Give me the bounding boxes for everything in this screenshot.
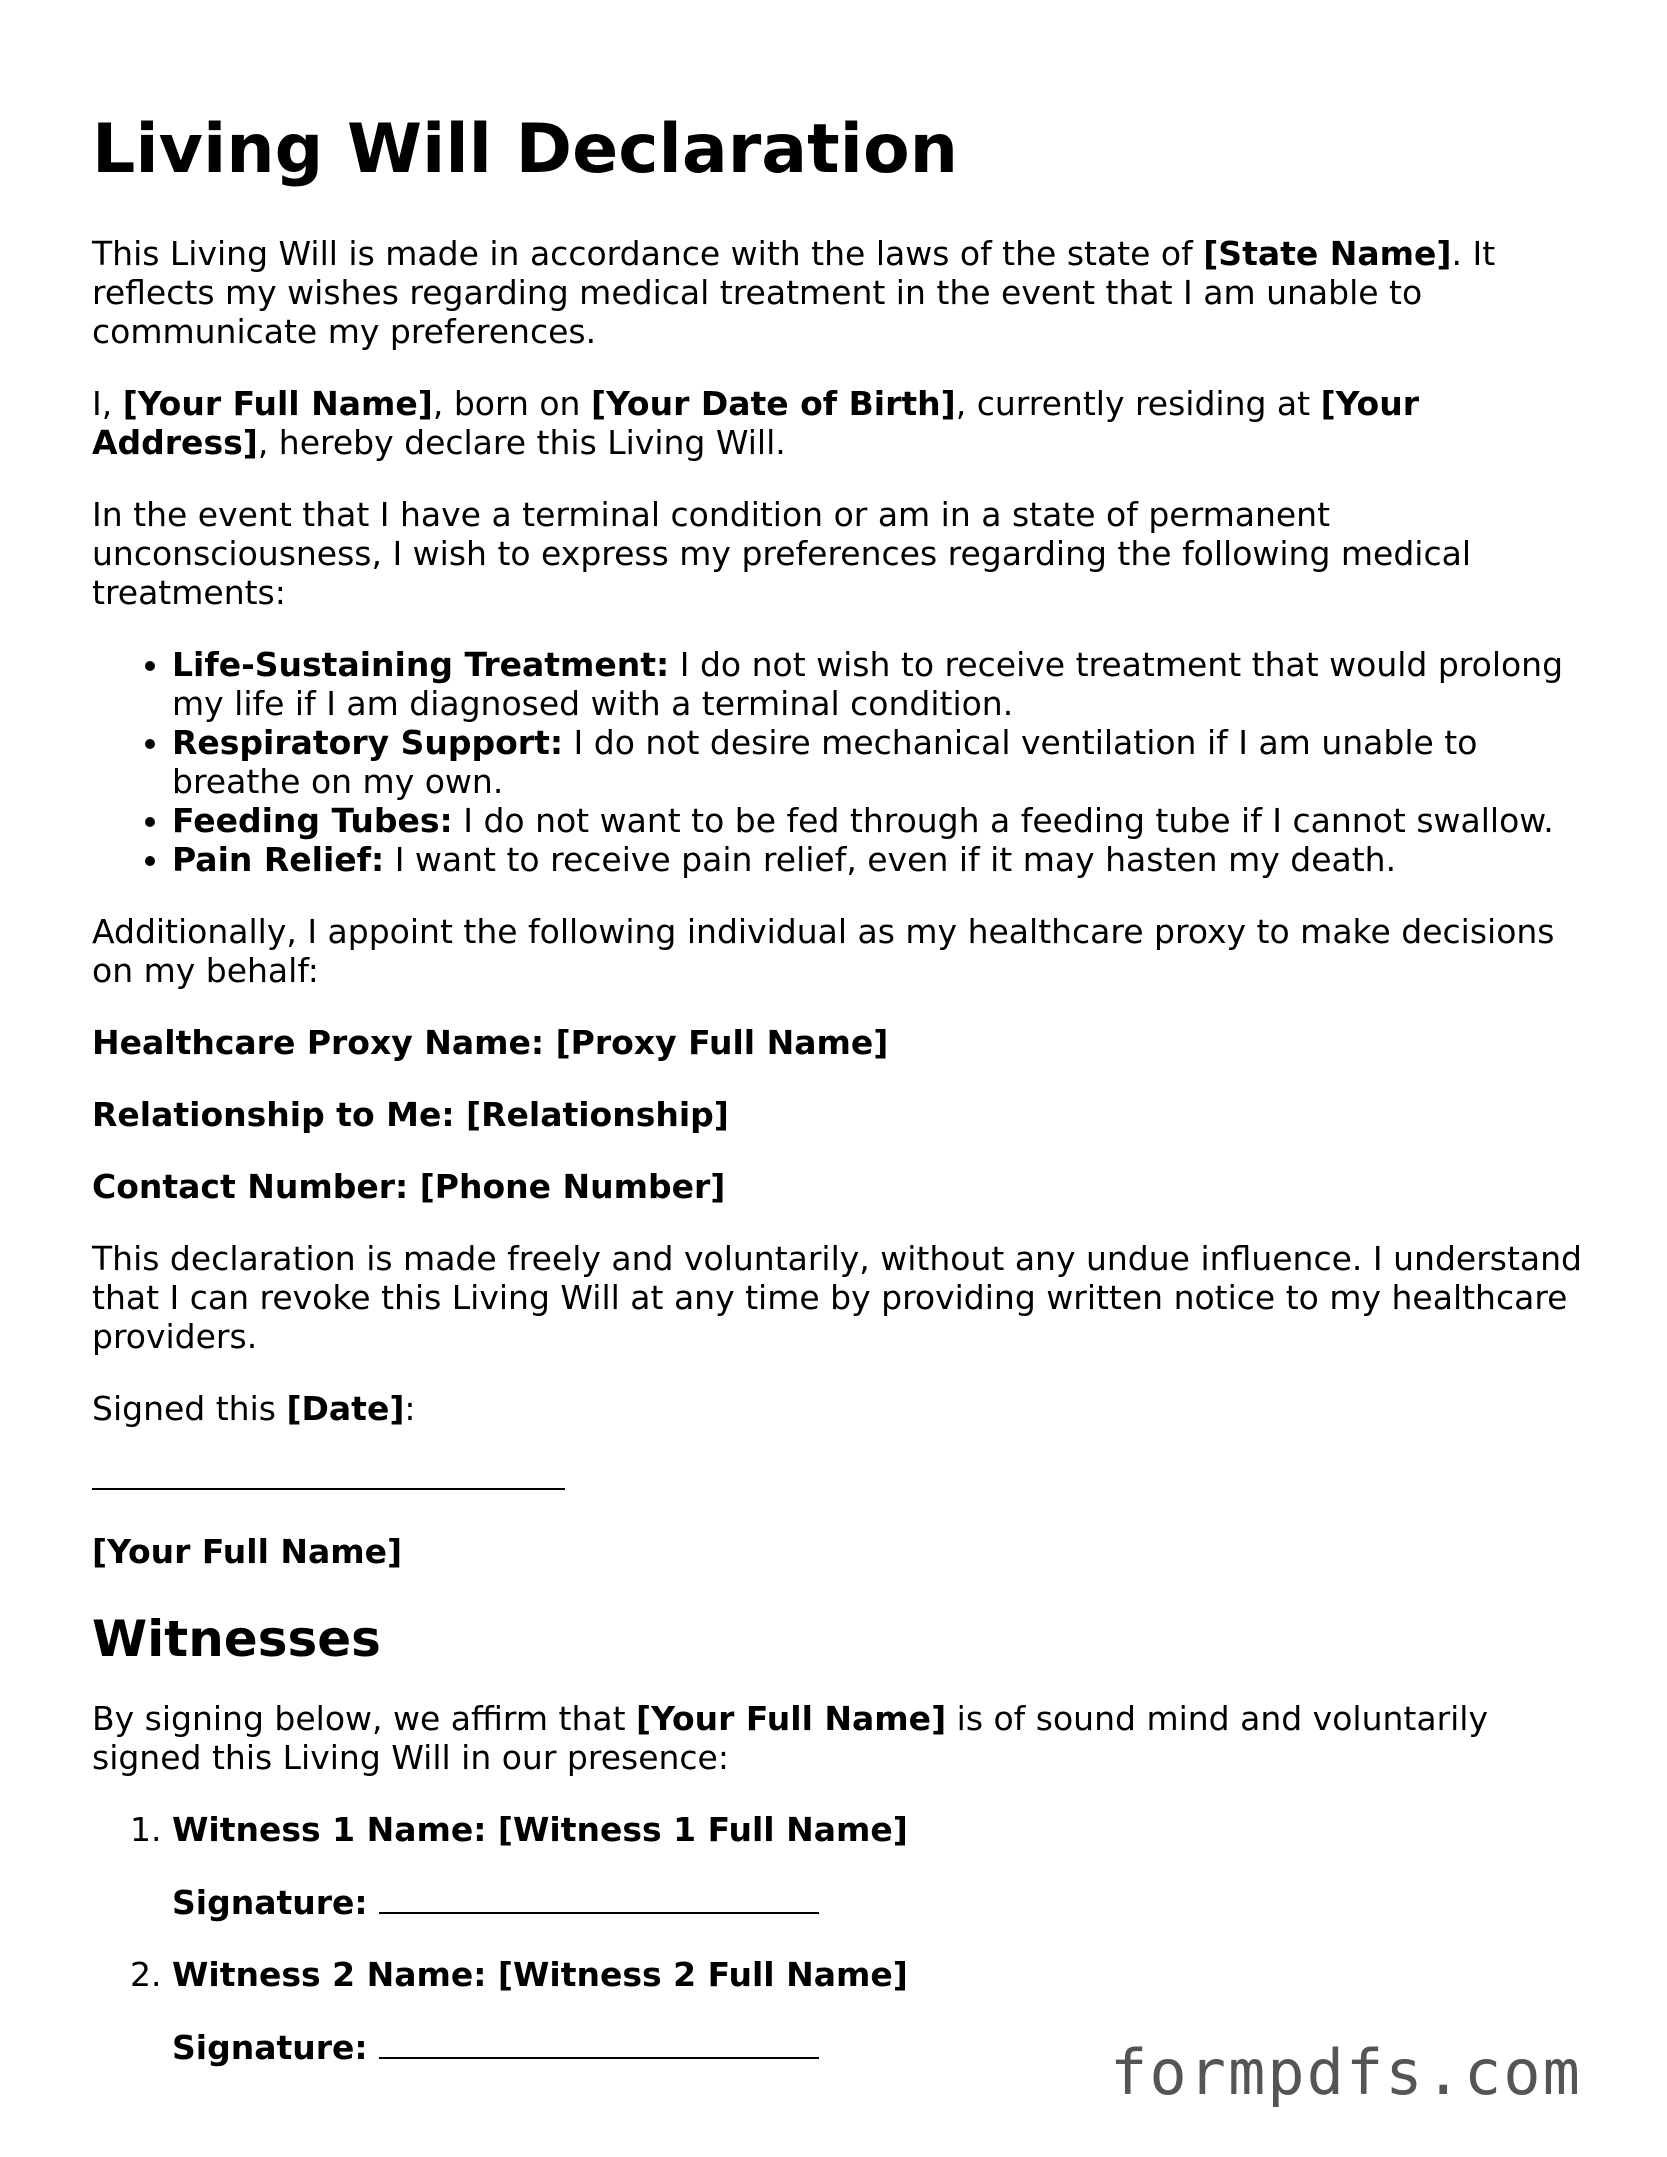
intro-text: This Living Will is made in accordance with the laws of the state of [92,234,1204,273]
witnesses-intro-text-2: is of sound mind and voluntarily signed this Living Will in our presence: [92,1699,1488,1777]
proxy-name-text: Healthcare Proxy Name: [Proxy Full Name] [92,1023,889,1062]
preferences-list [92,645,1582,879]
list-item [172,801,1582,840]
witness-name-line [172,1810,1582,1849]
watermark: formpdfs.com [1110,2036,1582,2109]
witnesses-intro-text: By signing below, we affirm that [92,1699,637,1738]
state-placeholder: [State Name] [1203,234,1452,273]
signed-line [92,1389,1582,1428]
preference-text: I do not wish to receive treatment that would prolong my life if I am diagnosed with a terminal condition. [172,645,1564,723]
address-placeholder: [Your Address] [92,384,1419,462]
preference-label: Life-Sustaining Treatment: [172,645,670,684]
list-item [172,723,1582,801]
signature-block [92,1438,1582,1498]
witness-name-line [172,1955,1582,1994]
signer-name: [Your Full Name] [92,1532,403,1571]
condition-paragraph: In the event that I have a terminal condition or am in a state of permanent unconsciousness, I wish to express my preferences regarding the following medical treatments: [92,495,1472,612]
proxy-relationship-text: Relationship to Me: [Relationship] [92,1095,729,1134]
dob-placeholder: [Your Date of Birth] [590,384,956,423]
preference-text: I do not want to be fed through a feeding tube if I cannot swallow. [452,801,1554,840]
signed-text: Signed this [92,1389,287,1428]
document-page [92,110,1582,2100]
list-item [172,1810,1582,1922]
proxy-intro: Additionally, I appoint the following individual as my healthcare proxy to make decisions on my behalf: [92,912,1555,990]
list-item [172,645,1582,723]
list-item [172,840,1582,879]
date-placeholder: [Date] [286,1389,405,1428]
preference-label: Respiratory Support: [172,723,564,762]
witness-signature-field[interactable] [379,2027,819,2059]
witness-name-text: Witness 1 Name: [Witness 1 Full Name] [172,1810,908,1849]
preference-text: I want to receive pain relief, even if it may hasten my death. [384,840,1397,879]
witnesses-heading: Witnesses [92,1610,381,1668]
preference-label: Pain Relief: [172,840,385,879]
declarant-text-2: , born on [432,384,591,423]
proxy-relationship-line [92,1095,1582,1134]
signed-colon: : [404,1389,416,1428]
declarant-text-3: , currently residing at [955,384,1321,423]
declarant-paragraph [92,384,1582,462]
voluntary-paragraph: This declaration is made freely and voluntarily, without any undue influence. I understand that I can revoke this Living Will at any time by providing written notice to my healthcare providers. [92,1239,1582,1356]
preference-text: I do not desire mechanical ventilation if I am unable to breathe on my own. [172,723,1478,801]
signature-line[interactable] [92,1458,565,1490]
witnesses-intro [92,1699,1582,1777]
proxy-name-line [92,1023,1582,1062]
witness-signature-line [172,1882,1582,1922]
full-name-placeholder: [Your Full Name] [122,384,433,423]
declarant-text: I, [92,384,123,423]
intro-text-2: . It reflects my wishes regarding medical treatment in the event that I am unable to communicate my preferences. [92,234,1496,351]
witness-signature-field[interactable] [379,1882,819,1914]
witness-name-text: Witness 2 Name: [Witness 2 Full Name] [172,1955,908,1994]
signer-name-line [92,1532,1582,1571]
witnesses-list [92,1810,1582,2067]
intro-paragraph [92,234,1582,351]
witness-signature-label: Signature: [172,1883,380,1922]
witness-signature-label: Signature: [172,2028,380,2067]
proxy-contact-line [92,1167,1582,1206]
witnesses-name-placeholder: [Your Full Name] [636,1699,947,1738]
proxy-contact-text: Contact Number: [Phone Number] [92,1167,726,1206]
preference-label: Feeding Tubes: [172,801,453,840]
declarant-text-4: , hereby declare this Living Will. [257,423,786,462]
page-title: Living Will Declaration [92,110,959,189]
